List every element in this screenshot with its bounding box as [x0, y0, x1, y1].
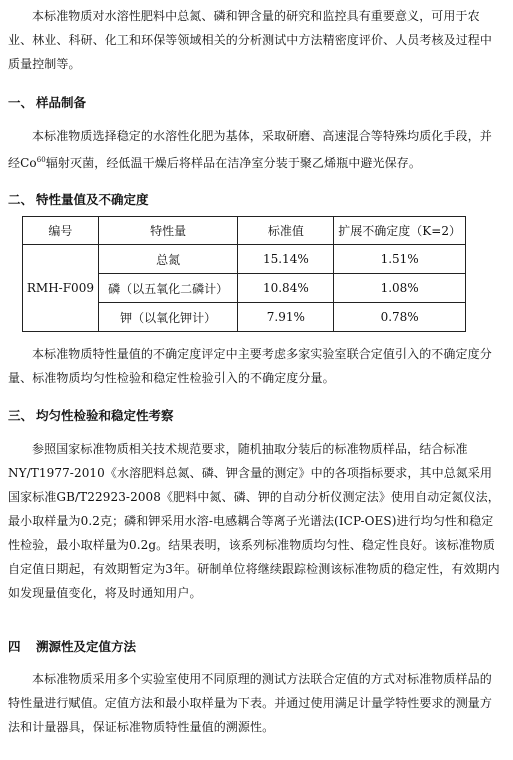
section-title: 溯源性及定值方法 — [36, 639, 137, 654]
section-number: 三、 — [8, 408, 34, 423]
homogeneity-paragraph: 参照国家标准物质相关技术规范要求，随机抽取分装后的标准物质样品，结合标准NY/T1977-2010《水溶肥料总氮、磷、钾含量的测定》中的各项指标要求，其中总氮采用国家标准GB/T22923-2008《肥料中氮、磷、钾的自动分析仪测定法》使用自动定氮仪法，最小取样量为0.2克；磷和钾采用水溶-电感耦合等离子光谱法(ICP-OES)进行均匀性和稳定性检验，最小取样量为0.2g。结果表明，该系列标准物质均匀性、稳定性良好。该标准物质自定值日期起，有效期暂定为3年。研制单位将继续跟踪检测该标准物质的稳定性，有效期内如发现量值变化，将及时通知用户。 — [8, 442, 500, 600]
section-heading-homogeneity — [8, 406, 174, 424]
property-cell: 总氮 — [98, 245, 238, 274]
section-number: 一、 — [8, 95, 34, 110]
section-heading-values — [8, 190, 149, 208]
traceability-paragraph: 本标准物质采用多个实验室使用不同原理的测试方法联合定值的方式对标准物质样品的特性量进行赋值。定值方法和最小取样量为下表。并通过使用满足计量学特性要求的测量方法和计量器具，保证标准物质特性量值的溯源性。 — [8, 672, 493, 734]
uncertainty-cell: 1.08% — [334, 274, 466, 303]
preparation-paragraph — [8, 124, 502, 175]
section-heading-preparation — [8, 93, 86, 111]
property-cell: 钾（以氧化钾计） — [98, 303, 238, 332]
intro-paragraph: 本标准物质对水溶性肥料中总氮、磷和钾含量的研究和监控具有重要意义，可用于农业、林业、科研、化工和环保等领域相关的分析测试中方法精密度评价、人员考核及过程中质量控制等。 — [8, 9, 493, 71]
material-id-cell: RMH-F009 — [23, 245, 99, 332]
table-row — [23, 245, 466, 274]
table-header-row — [23, 217, 466, 245]
uncertainty-paragraph: 本标准物质特性量值的不确定度评定中主要考虑多家实验室联合定值引入的不确定度分量、标准物质均匀性检验和稳定性检验引入的不确定度分量。 — [8, 347, 492, 385]
section-number: 二、 — [8, 192, 34, 207]
preparation-text-a: 本标准物质选择稳定的水溶性化肥为基体，采取研磨、高速混合等特殊均质化手段，并经Co — [8, 129, 492, 170]
header-value: 标准值 — [238, 217, 334, 245]
value-cell: 10.84% — [238, 274, 334, 303]
property-cell: 磷（以五氧化二磷计） — [98, 274, 238, 303]
section-heading-traceability — [8, 637, 136, 655]
uncertainty-cell: 0.78% — [334, 303, 466, 332]
value-cell: 7.91% — [238, 303, 334, 332]
header-property: 特性量 — [98, 217, 238, 245]
section-number: 四 — [8, 639, 21, 654]
header-id: 编号 — [23, 217, 99, 245]
header-uncertainty: 扩展不确定度（K=2） — [334, 217, 466, 245]
uncertainty-cell: 1.51% — [334, 245, 466, 274]
preparation-text-b: 辐射灭菌，经低温干燥后将样品在洁净室分装于聚乙烯瓶中避光保存。 — [45, 156, 421, 170]
section-title: 均匀性检验和稳定性考察 — [36, 408, 174, 423]
section-title: 样品制备 — [36, 95, 87, 110]
section-title: 特性量值及不确定度 — [36, 192, 149, 207]
isotope-superscript: 60 — [36, 156, 46, 164]
property-value-table — [22, 216, 466, 332]
value-cell: 15.14% — [238, 245, 334, 274]
